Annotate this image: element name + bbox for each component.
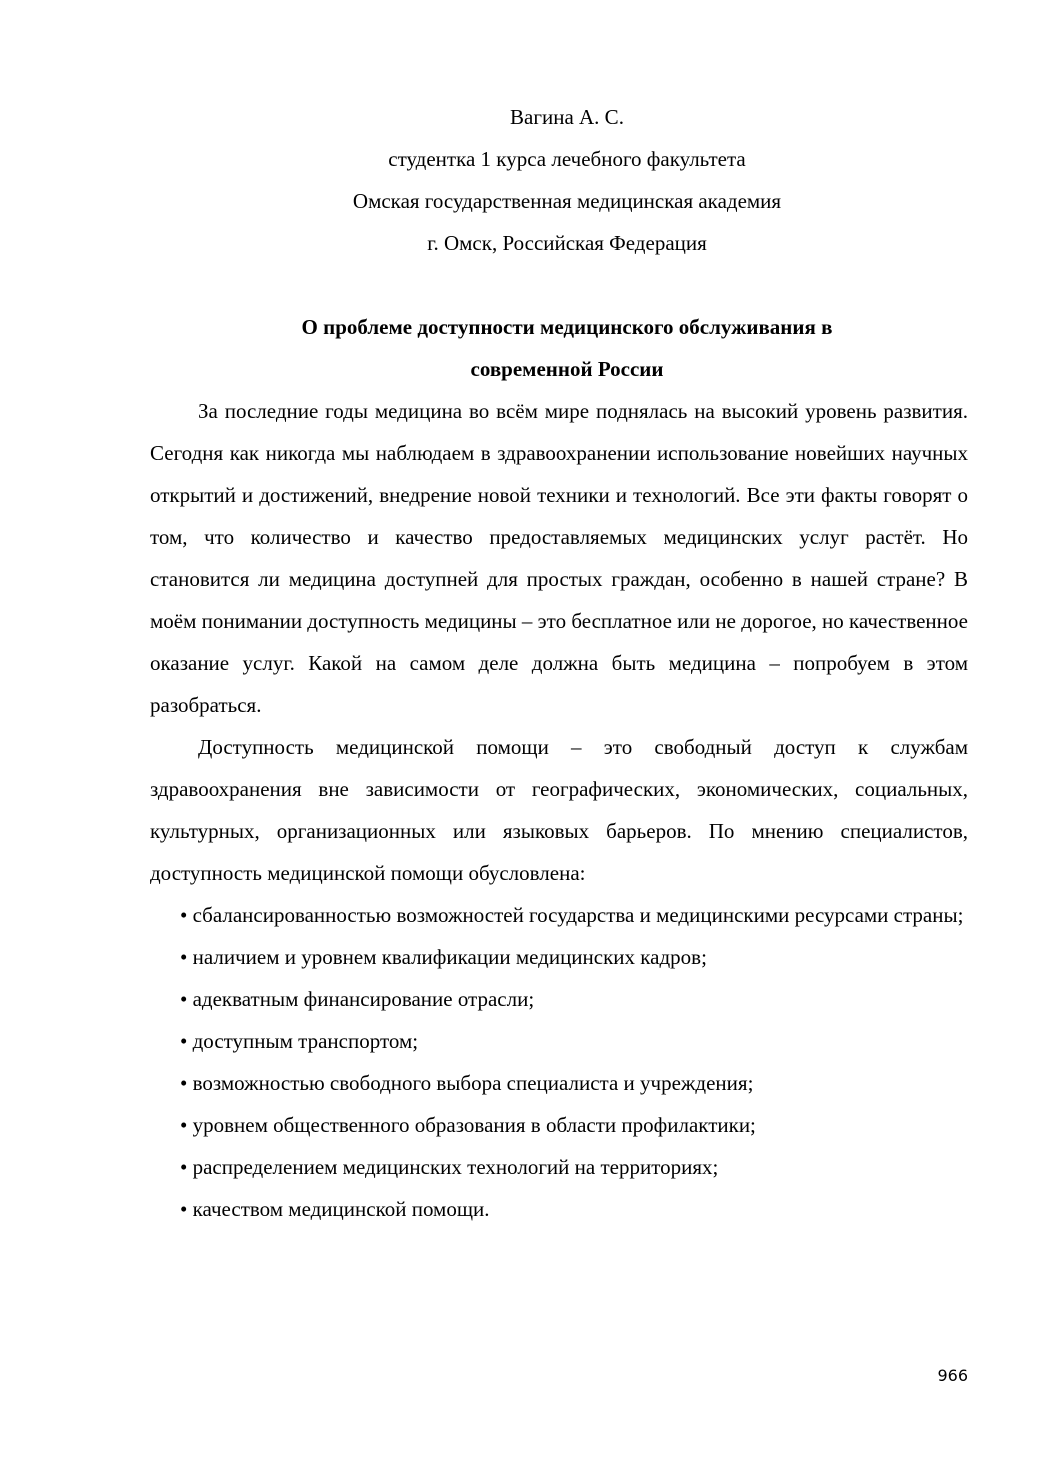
paragraph-2: Доступность медицинской помощи – это свободный доступ к службам здравоохранения вне зависимости от географических, экономических, социальных, культурных, организационных или языковых барьеров. По мнению специалистов, доступность медицинской помощи обусловлена: (150, 735, 968, 885)
factors-list (150, 894, 968, 1230)
article-title-line-1: О проблеме доступности медицинского обслуживания в (301, 315, 833, 339)
list-item-text: сбалансированностью возможностей государства и медицинскими ресурсами страны; (192, 903, 964, 927)
list-item-text: уровнем общественного образования в области профилактики; (192, 1113, 756, 1137)
document-page (150, 96, 968, 1230)
paragraph-1: За последние годы медицина во всём мире поднялась на высокий уровень развития. Сегодня как никогда мы наблюдаем в здравоохранении использование новейших научных открытий и достижений, внедрение новой техники и технологий. Все эти факты говорят о том, что количество и качество предоставляемых медицинских услуг растёт. Но становится ли медицина доступней для простых граждан, особенно в нашей стране? В моём понимании доступность медицины – это бесплатное или не дорогое, но качественное оказание услуг. Какой на самом деле должна быть медицина – попробуем в этом разобраться. (150, 399, 968, 717)
bullet-icon: • (180, 1029, 188, 1053)
author-city: г. Омск, Российская Федерация (427, 231, 707, 255)
list-item-text: наличием и уровнем квалификации медицинских кадров; (192, 945, 707, 969)
article-title (166, 306, 968, 390)
list-item (150, 978, 968, 1020)
page-number: 966 (937, 1366, 968, 1385)
list-item-text: качеством медицинской помощи. (192, 1197, 490, 1221)
bullet-icon: • (180, 1071, 188, 1095)
list-item-text: распределением медицинских технологий на территориях; (192, 1155, 719, 1179)
bullet-icon: • (180, 945, 188, 969)
list-item (150, 1020, 968, 1062)
author-institution: Омская государственная медицинская академия (352, 189, 782, 213)
list-item (150, 1104, 968, 1146)
bullet-icon: • (180, 1197, 188, 1221)
list-item-text: адекватным финансирование отрасли; (192, 987, 535, 1011)
author-position: студентка 1 курса лечебного факультета (388, 147, 746, 171)
list-item (150, 1146, 968, 1188)
list-item (150, 936, 968, 978)
article-title-line-2: современной России (470, 357, 664, 381)
list-item (150, 1062, 968, 1104)
author-block (166, 96, 968, 264)
bullet-icon: • (180, 903, 188, 927)
author-name: Вагина А. С. (510, 105, 624, 129)
list-item-text: возможностью свободного выбора специалиста и учреждения; (192, 1071, 754, 1095)
list-item (150, 894, 968, 936)
bullet-icon: • (180, 987, 188, 1011)
bullet-icon: • (180, 1155, 188, 1179)
list-item (150, 1188, 968, 1230)
bullet-icon: • (180, 1113, 188, 1137)
list-item-text: доступным транспортом; (192, 1029, 419, 1053)
